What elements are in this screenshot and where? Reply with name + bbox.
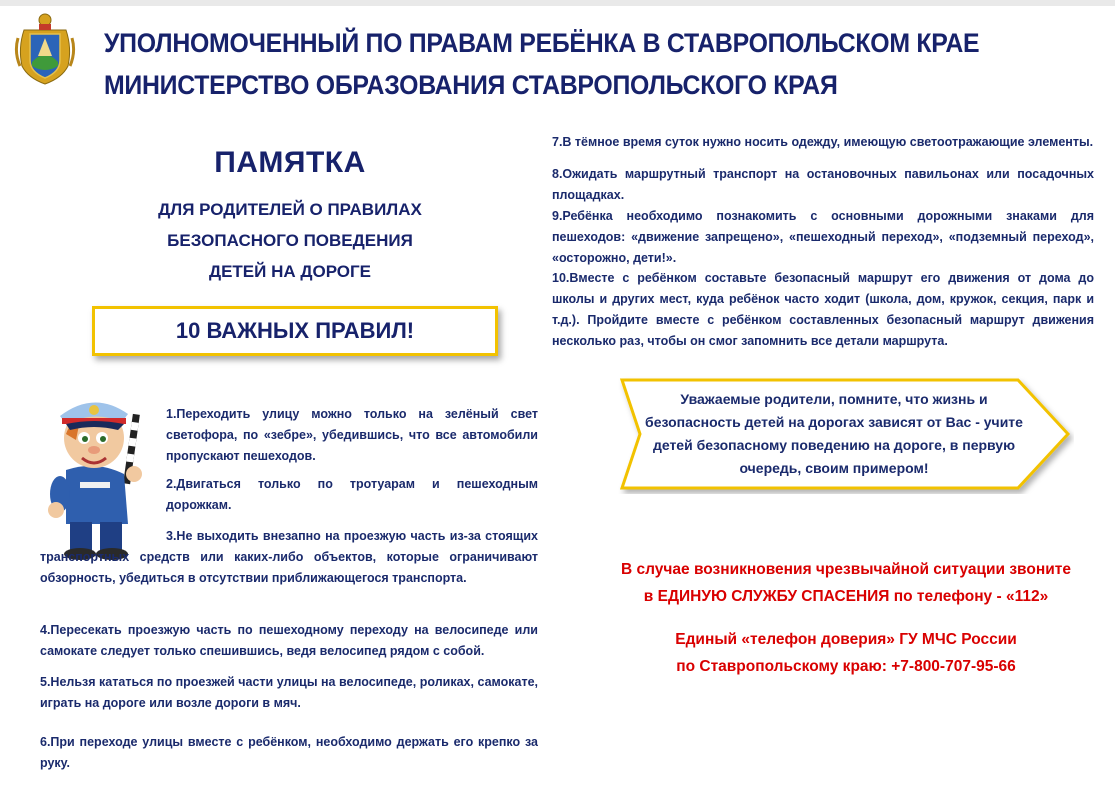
rule-7: 7.В тёмное время суток нужно носить одежду, имеющую светоотражающие элементы. (552, 135, 1094, 149)
rule-3: 3.Не выходить внезапно на проезжую часть из-за стоящих транспортных средств или каких-либо объектов, которые ограничивают обзорность, убедиться в отсутствии приближающегося транспорта. (40, 529, 538, 585)
hotline-line: по Ставропольскому краю: +7-800-707-95-66 (676, 658, 1016, 675)
rule-1: 1.Переходить улицу можно только на зелёный свет светофора, по «зебре», убедившись, что все автомобили пропускают пешеходов. (166, 407, 538, 463)
parent-notice-text: Уважаемые родители, помните, что жизнь и безопасность детей на дорогах зависят от Вас - учите детей безопасному поведению на дороге, в первую очередь, своим примером! (645, 391, 1023, 476)
header-line-2: МИНИСТЕРСТВО ОБРАЗОВАНИЯ СТАВРОПОЛЬСКОГО КРАЯ (104, 70, 838, 100)
coat-of-arms-icon (14, 8, 76, 88)
rule-9: 9.Ребёнка необходимо познакомить с основными дорожными знаками для пешеходов: «движение запрещено», «пешеходный переход», «подземный переход», «осторожно, дети!». (552, 209, 1094, 265)
rule-10: 10.Вместе с ребёнком составьте безопасный маршрут его движения от дома до школы и других мест, куда ребёнок часто ходит (школа, дом, кружок, секция, парк и т.д.). Пройдите вместе с ребёнком составленных безопасный маршрут движения несколько раз, чтобы он смог запомнить все детали маршрута. (552, 271, 1094, 348)
memo-subtitle-line: ДЕТЕЙ НА ДОРОГЕ (208, 262, 372, 281)
rule-6: 6.При переходе улицы вместе с ребёнком, необходимо держать его крепко за руку. (40, 735, 538, 770)
memo-subtitle-line: БЕЗОПАСНОГО ПОВЕДЕНИЯ (167, 231, 413, 250)
emergency-line: в ЕДИНУЮ СЛУЖБУ СПАСЕНИЯ по телефону - «112» (643, 588, 1049, 605)
hotline-line: Единый «телефон доверия» ГУ МЧС России (675, 631, 1017, 648)
memo-title: ПАМЯТКА (214, 146, 366, 179)
rule-2: 2.Двигаться только по тротуарам и пешеходным дорожкам. (166, 477, 538, 512)
emergency-call-info (588, 556, 1104, 610)
emergency-line: В случае возникновения чрезвычайной ситуации звоните (621, 561, 1071, 578)
rule-4: 4.Пересекать проезжую часть по пешеходному переходу на велосипеде или самокате следует только спешившись, ведя велосипед рядом с собой. (40, 623, 538, 658)
header-line-1: УПОЛНОМОЧЕННЫЙ ПО ПРАВАМ РЕБЁНКА В СТАВРОПОЛЬСКОМ КРАЕ (104, 28, 980, 58)
memo-subtitle (120, 194, 460, 287)
rule-8: 8.Ожидать маршрутный транспорт на остановочных павильонах или посадочных площадках. (552, 167, 1094, 202)
hotline-info (588, 626, 1104, 680)
top-border (0, 0, 1115, 6)
memo-subtitle-line: ДЛЯ РОДИТЕЛЕЙ О ПРАВИЛАХ (158, 200, 422, 219)
rule-5: 5.Нельзя кататься по проезжей части улицы на велосипеде, роликах, самокате, играть на дороге или возле дороги в мяч. (40, 675, 538, 710)
parent-notice-arrow (618, 376, 1074, 494)
rules-heading-box: 10 ВАЖНЫХ ПРАВИЛ! (92, 306, 498, 356)
